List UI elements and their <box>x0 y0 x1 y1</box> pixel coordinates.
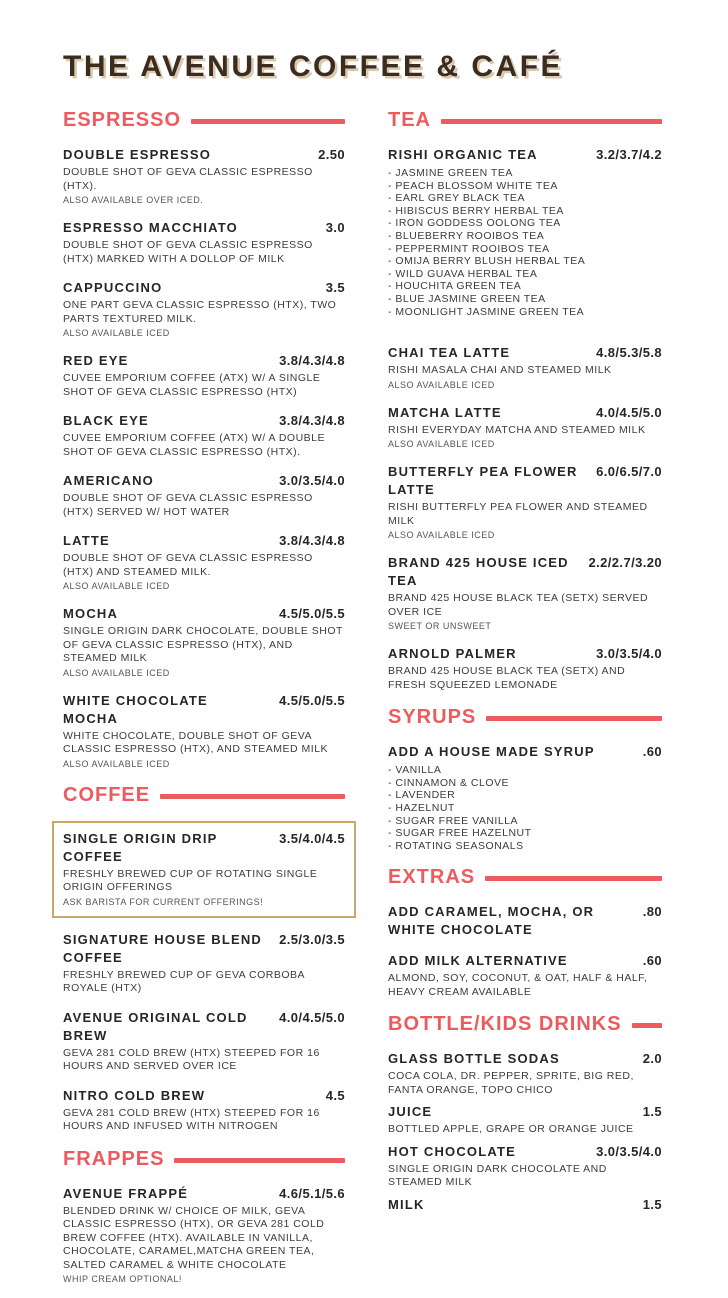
menu-item-brand-425-house-iced-tea <box>388 554 662 632</box>
item-note: ALSO AVAILABLE OVER ICED. <box>63 195 204 205</box>
item-row <box>388 1103 662 1121</box>
item-row <box>388 952 662 970</box>
item-name: GLASS BOTTLE SODAS <box>388 1051 560 1067</box>
item-description: CUVEE EMPORIUM COFFEE (ATX) W/ A SINGLE SHOT OF GEVA CLASSIC ESPRESSO (HTX) <box>63 372 321 398</box>
menu-section-espresso <box>63 108 345 770</box>
section-header <box>63 1147 345 1171</box>
item-row <box>63 412 345 430</box>
item-row <box>388 743 662 761</box>
section-title: SYRUPS <box>388 706 477 729</box>
item-row <box>388 1143 662 1161</box>
item-row <box>63 146 345 164</box>
item-price: 2.50 <box>318 147 345 162</box>
item-note: ALSO AVAILABLE ICED <box>63 758 170 769</box>
item-description: BOTTLED APPLE, GRAPE OR ORANGE JUICE <box>388 1123 634 1136</box>
item-description: DOUBLE SHOT OF GEVA CLASSIC ESPRESSO (HTX). <box>63 166 313 192</box>
section-rule-line <box>441 119 662 124</box>
item-name: DOUBLE ESPRESSO <box>63 147 212 162</box>
section-items <box>63 146 345 770</box>
menu-item-matcha-latte <box>388 404 662 451</box>
menu-item-mocha <box>63 605 345 679</box>
item-price: 3.0/3.5/4.0 <box>596 646 662 662</box>
menu-item-cappuccino <box>63 279 345 339</box>
menu-item-arnold-palmer <box>388 645 662 692</box>
item-price: 1.5 <box>642 1104 662 1120</box>
section-items <box>388 1050 662 1214</box>
option-item: - HIBISCUS BERRY HERBAL TEA <box>388 205 662 218</box>
menu-item-juice <box>388 1103 662 1137</box>
section-items <box>388 146 662 692</box>
item-price: 4.5/5.0/5.5 <box>279 606 345 621</box>
menu-item-latte <box>63 532 345 592</box>
section-title: ESPRESSO <box>63 109 182 131</box>
section-rule-line <box>632 1023 662 1028</box>
item-price: 3.5/4.0/4.5 <box>279 830 345 846</box>
item-description: RISHI BUTTERFLY PEA FLOWER AND STEAMED MILK <box>388 501 648 527</box>
item-name: MILK <box>388 1196 425 1212</box>
menu-item-milk <box>388 1196 662 1214</box>
menu-section-tea <box>388 108 662 692</box>
option-item: - VANILLA <box>388 764 662 777</box>
menu-item-chai-tea-latte <box>388 344 662 391</box>
section-header <box>388 108 662 132</box>
item-description: DOUBLE SHOT OF GEVA CLASSIC ESPRESSO (HTX) SERVED W/ HOT WATER <box>63 492 313 518</box>
menu-item-white-chocolate-mocha <box>63 692 345 770</box>
item-description: RISHI EVERYDAY MATCHA AND STEAMED MILK <box>388 423 646 436</box>
option-item: - PEPPERMINT ROOIBOS TEA <box>388 243 662 256</box>
item-row <box>63 1009 345 1045</box>
item-row <box>388 344 662 362</box>
option-item: - WILD GUAVA HERBAL TEA <box>388 268 662 281</box>
section-rule-line <box>486 716 662 721</box>
section-items <box>388 903 662 999</box>
item-row <box>388 554 662 590</box>
item-name: AMERICANO <box>63 473 154 488</box>
item-row <box>63 532 345 550</box>
item-price: 4.6/5.1/5.6 <box>279 1185 345 1201</box>
item-description: SINGLE ORIGIN DARK CHOCOLATE, DOUBLE SHOT OF GEVA CLASSIC ESPRESSO (HTX), AND STEAMED MILK <box>63 625 343 664</box>
item-price: 4.8/5.3/5.8 <box>596 345 662 361</box>
item-price: 2.2/2.7/3.20 <box>588 555 662 571</box>
section-header <box>63 783 345 807</box>
item-description: ALMOND, SOY, COCONUT, & OAT, HALF & HALF, HEAVY CREAM AVAILABLE <box>388 972 648 998</box>
item-name: BUTTERFLY PEA FLOWER LATTE <box>388 464 578 498</box>
item-description: CUVEE EMPORIUM COFFEE (ATX) W/ A DOUBLE SHOT OF GEVA CLASSIC ESPRESSO (HTX). <box>63 432 325 458</box>
item-price: 3.8/4.3/4.8 <box>279 413 345 428</box>
option-item: - BLUE JASMINE GREEN TEA <box>388 293 662 306</box>
item-options-list <box>388 167 662 318</box>
item-row <box>63 279 345 297</box>
menu-item-add-caramel-mocha-or-white-chocolate <box>388 903 662 939</box>
option-item: - OMIJA BERRY BLUSH HERBAL TEA <box>388 255 662 268</box>
menu-item-butterfly-pea-flower-latte <box>388 463 662 541</box>
menu-item-avenue-original-cold-brew <box>63 1009 345 1074</box>
item-price: .60 <box>642 744 662 760</box>
menu-section-extras <box>388 865 662 999</box>
item-price: 4.0/4.5/5.0 <box>279 1009 345 1025</box>
item-name: RISHI ORGANIC TEA <box>388 147 538 162</box>
item-row <box>63 352 345 370</box>
menu-item-add-milk-alternative <box>388 952 662 999</box>
item-row <box>388 1196 662 1214</box>
section-title: COFFEE <box>63 783 151 806</box>
option-item: - SUGAR FREE VANILLA <box>388 815 662 828</box>
item-description: DOUBLE SHOT OF GEVA CLASSIC ESPRESSO (HTX) MARKED WITH A DOLLOP OF MILK <box>63 239 313 265</box>
item-name: WHITE CHOCOLATE MOCHA <box>63 692 208 726</box>
menu-section-bottle-kids-drinks <box>388 1012 662 1214</box>
item-name: SIGNATURE HOUSE BLEND COFFEE <box>63 931 263 965</box>
item-price: 3.0/3.5/4.0 <box>279 473 345 488</box>
item-name: MOCHA <box>63 606 119 621</box>
option-item: - HAZELNUT <box>388 802 662 815</box>
item-price: 3.8/4.3/4.8 <box>279 353 345 368</box>
item-name: BRAND 425 HOUSE ICED TEA <box>388 555 569 589</box>
item-description: FRESHLY BREWED CUP OF ROTATING SINGLE ORIGIN OFFERINGS <box>63 867 318 893</box>
item-price: 6.0/6.5/7.0 <box>596 464 662 480</box>
option-item: - LAVENDER <box>388 789 662 802</box>
section-title: EXTRAS <box>388 866 476 889</box>
menu-columns <box>63 108 665 1298</box>
item-note: ALSO AVAILABLE ICED <box>388 530 495 541</box>
menu-section-coffee <box>63 783 345 1134</box>
item-price: 4.0/4.5/5.0 <box>596 404 662 420</box>
menu-item-rishi-organic-tea <box>388 146 662 318</box>
option-item: - JASMINE GREEN TEA <box>388 167 662 180</box>
item-note: WHIP CREAM OPTIONAL! <box>63 1274 182 1284</box>
item-row <box>388 645 662 663</box>
section-rule-line <box>160 794 345 799</box>
section-rule-line <box>485 876 662 881</box>
item-price: 3.2/3.7/4.2 <box>596 147 662 162</box>
item-name: ARNOLD PALMER <box>388 646 517 662</box>
menu-item-americano <box>63 472 345 519</box>
item-price: 3.0/3.5/4.0 <box>596 1143 662 1159</box>
item-row <box>63 1087 345 1105</box>
menu-item-signature-house-blend-coffee <box>63 931 345 996</box>
section-rule-line <box>174 1158 345 1163</box>
section-header <box>388 705 662 729</box>
item-row <box>63 830 345 866</box>
item-description: DOUBLE SHOT OF GEVA CLASSIC ESPRESSO (HTX) AND STEAMED MILK. <box>63 552 313 578</box>
item-name: RED EYE <box>63 353 129 368</box>
item-note: ALSO AVAILABLE ICED <box>63 667 170 678</box>
section-header <box>63 108 345 132</box>
item-description: GEVA 281 COLD BREW (HTX) STEEPED FOR 16 HOURS AND INFUSED WITH NITROGEN <box>63 1106 320 1132</box>
item-price: .80 <box>642 904 662 920</box>
item-name: ADD A HOUSE MADE SYRUP <box>388 744 595 760</box>
item-description: BLENDED DRINK W/ CHOICE OF MILK, GEVA CLASSIC ESPRESSO (HTX), OR GEVA 281 COLD BREW COFFEE (HTX). AVAILABLE IN VANILLA, CHOCOLATE, CARAMEL,MATCHA GREEN TEA, SALTED CARAMEL & WHITE CHOCOLATE <box>63 1204 325 1271</box>
option-item: - SUGAR FREE HAZELNUT <box>388 827 662 840</box>
option-item: - IRON GODDESS OOLONG TEA <box>388 217 662 230</box>
menu-item-black-eye <box>63 412 345 459</box>
menu-item-espresso-macchiato <box>63 219 345 266</box>
item-row <box>388 146 662 164</box>
menu-item-glass-bottle-sodas <box>388 1050 662 1097</box>
item-name: SINGLE ORIGIN DRIP COFFEE <box>63 830 218 864</box>
item-note: ASK BARISTA FOR CURRENT OFFERINGS! <box>63 896 264 907</box>
menu-column-left <box>63 108 345 1298</box>
item-row <box>63 605 345 623</box>
item-name: JUICE <box>388 1104 433 1120</box>
option-item: - ROTATING SEASONALS <box>388 840 662 853</box>
item-row <box>388 1050 662 1068</box>
item-row <box>63 219 345 237</box>
item-row <box>388 404 662 422</box>
section-header <box>388 865 662 889</box>
item-note: ALSO AVAILABLE ICED <box>63 328 170 338</box>
item-row <box>63 692 345 728</box>
section-header <box>388 1012 662 1036</box>
section-items <box>388 743 662 852</box>
item-description: FRESHLY BREWED CUP OF GEVA CORBOBA ROYALE (HTX) <box>63 968 305 994</box>
item-price: 2.0 <box>642 1051 662 1067</box>
option-item: - MOONLIGHT JASMINE GREEN TEA <box>388 306 662 319</box>
item-row <box>388 463 662 499</box>
item-description: RISHI MASALA CHAI AND STEAMED MILK <box>388 364 612 377</box>
item-description: GEVA 281 COLD BREW (HTX) STEEPED FOR 16 HOURS AND SERVED OVER ICE <box>63 1046 320 1072</box>
option-item: - EARL GREY BLACK TEA <box>388 192 662 205</box>
item-name: ESPRESSO MACCHIATO <box>63 220 238 235</box>
item-price: 4.5/5.0/5.5 <box>279 692 345 708</box>
page-title: THE AVENUE COFFEE & CAFÉ <box>63 50 564 83</box>
item-price: 3.5 <box>325 280 345 295</box>
option-item: - CINNAMON & CLOVE <box>388 777 662 790</box>
item-name: LATTE <box>63 533 110 548</box>
item-note: ALSO AVAILABLE ICED <box>388 379 495 390</box>
menu-item-single-origin-drip-coffee <box>52 821 356 918</box>
section-title: TEA <box>388 109 431 131</box>
item-name: NITRO COLD BREW <box>63 1087 206 1103</box>
item-price: 3.0 <box>325 220 345 235</box>
item-name: AVENUE FRAPPÉ <box>63 1185 189 1201</box>
item-note: ALSO AVAILABLE ICED <box>63 581 170 591</box>
item-price: 1.5 <box>642 1196 662 1212</box>
section-title: FRAPPES <box>63 1147 165 1170</box>
item-name: BLACK EYE <box>63 413 149 428</box>
item-name: CAPPUCCINO <box>63 280 163 295</box>
section-rule-line <box>191 119 345 124</box>
item-row <box>63 472 345 490</box>
menu-section-frappes <box>63 1147 345 1286</box>
item-note: SWEET OR UNSWEET <box>388 621 492 632</box>
menu-item-hot-chocolate <box>388 1143 662 1190</box>
item-price: 4.5 <box>325 1087 345 1103</box>
menu-item-nitro-cold-brew <box>63 1087 345 1134</box>
menu-item-add-a-house-made-syrup <box>388 743 662 852</box>
item-description: COCA COLA, DR. PEPPER, SPRITE, BIG RED, FANTA ORANGE, TOPO CHICO <box>388 1070 634 1096</box>
item-name: CHAI TEA LATTE <box>388 345 511 361</box>
item-price: .60 <box>642 953 662 969</box>
section-title: BOTTLE/KIDS DRINKS <box>388 1013 622 1036</box>
menu-item-red-eye <box>63 352 345 399</box>
item-name: AVENUE ORIGINAL COLD BREW <box>63 1009 248 1043</box>
item-name: ADD MILK ALTERNATIVE <box>388 953 568 969</box>
menu-column-right <box>388 108 662 1220</box>
item-description: SINGLE ORIGIN DARK CHOCOLATE AND STEAMED MILK <box>388 1162 607 1189</box>
option-item: - BLUEBERRY ROOIBOS TEA <box>388 230 662 243</box>
menu-section-syrups <box>388 705 662 852</box>
option-item: - HOUCHITA GREEN TEA <box>388 280 662 293</box>
item-price: 3.8/4.3/4.8 <box>279 533 345 548</box>
item-name: MATCHA LATTE <box>388 404 502 420</box>
item-description: WHITE CHOCOLATE, DOUBLE SHOT OF GEVA CLASSIC ESPRESSO (HTX), AND STEAMED MILK <box>63 729 329 755</box>
item-row <box>388 903 662 939</box>
menu-item-double-espresso <box>63 146 345 206</box>
item-name: ADD CARAMEL, MOCHA, OR WHITE CHOCOLATE <box>388 904 595 938</box>
section-items <box>63 821 345 1134</box>
item-name: HOT CHOCOLATE <box>388 1143 517 1159</box>
item-description: ONE PART GEVA CLASSIC ESPRESSO (HTX), TWO PARTS TEXTURED MILK. <box>63 299 337 325</box>
item-note: ALSO AVAILABLE ICED <box>388 439 495 450</box>
item-options-list <box>388 764 662 852</box>
item-description: BRAND 425 HOUSE BLACK TEA (SETX) AND FRESH SQUEEZED LEMONADE <box>388 665 626 691</box>
item-description: BRAND 425 HOUSE BLACK TEA (SETX) SERVED OVER ICE <box>388 592 649 618</box>
item-row <box>63 931 345 967</box>
option-item: - PEACH BLOSSOM WHITE TEA <box>388 180 662 193</box>
item-price: 2.5/3.0/3.5 <box>279 931 345 947</box>
